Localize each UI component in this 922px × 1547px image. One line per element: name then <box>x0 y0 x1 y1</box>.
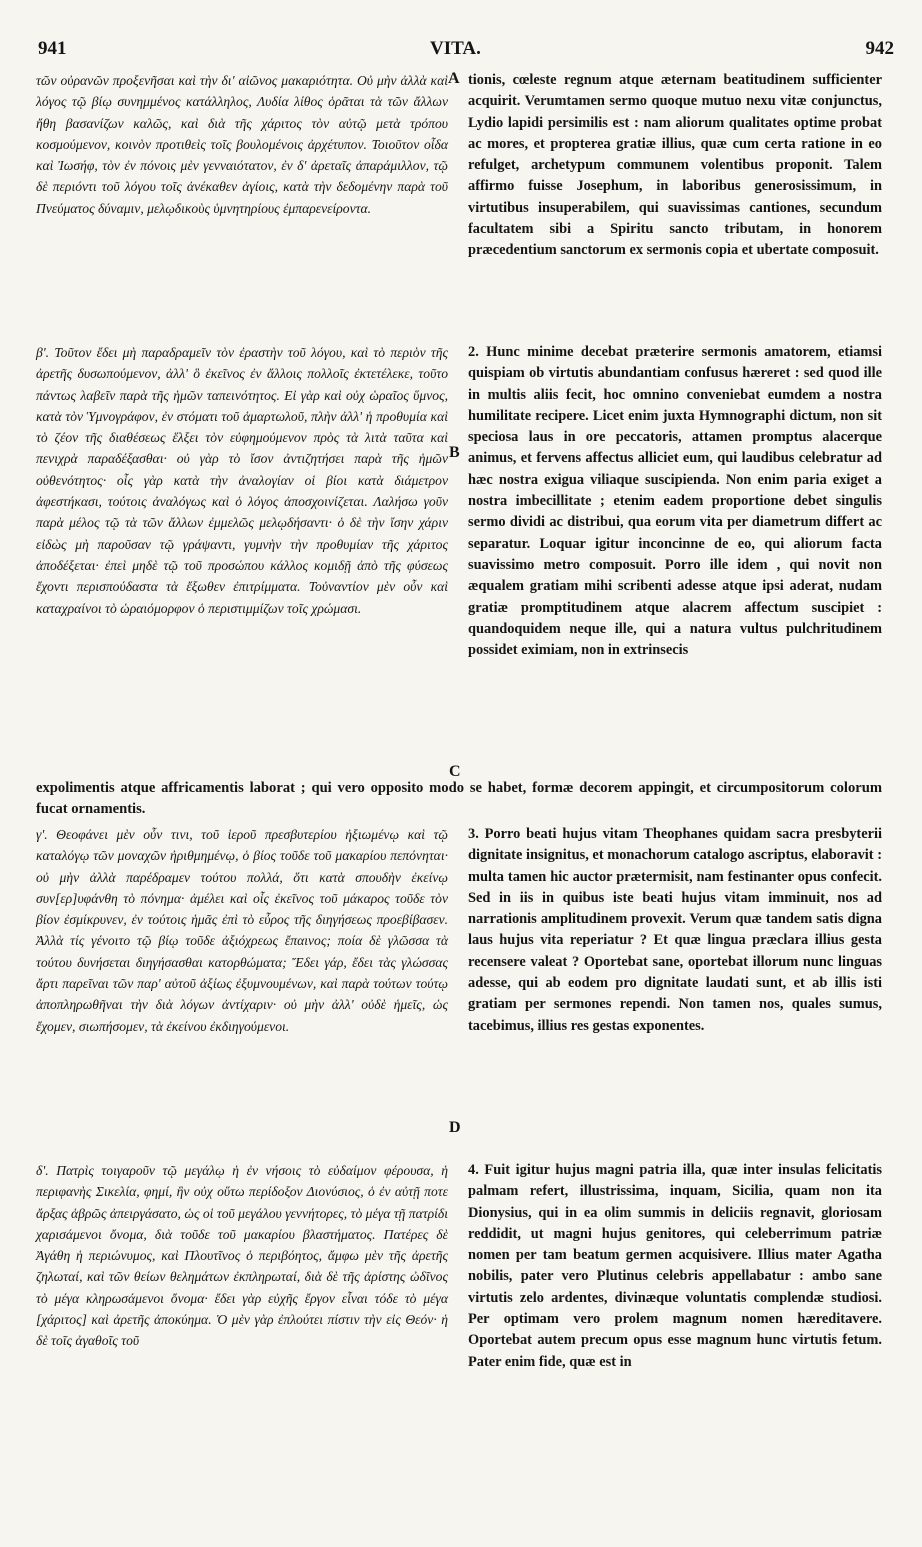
latin-span-text: expolimentis atque affricamentis laborat ; qui vero opposito modo se habet, formæ decorem appingit, et circumpositorum colorum fucat ornamentis. <box>36 780 882 818</box>
greek-column-upper <box>36 70 448 619</box>
greek-paragraph-1: τῶν οὐρανῶν προξενῆσαι καὶ τὴν δι' αἰῶνος μακαριότητα. Οὐ μὴν ἀλλὰ καὶ λόγος τῷ βίῳ συνημμένος κατάλληλος, Λυδία λίθος ὁρᾶται τὰ τῶν ἄλλων ἤθη βασανίζων καλῶς, καὶ διὰ τῆς χάριτος τὸν αὐτῷ μετὰ τρόπου κοσμούμενον, κοινὸν προτιθεὶς τοῖς βουλομένοις ἀρχέτυπον. Τοιοῦτον οἶδα καὶ Ἰωσήφ, τὸν ἐν πόνοις μὲν γενναιότατον, ἐν δ' ἀρεταῖς ἀπαράμιλλον, τῷ δὲ περιόντι τοῦ λόγου τοῖς ἀνέκαθεν ἁγίοις, κατὰ τὴν δεδομένην παρὰ τοῦ Πνεύματος δύναμιν, μελῳδικοὺς ὑμνητηρίους ἐμπαρενείροντα. <box>36 73 448 216</box>
greek-paragraph-2: β'. Τοῦτον ἔδει μὴ παραδραμεῖν τὸν ἐραστὴν τοῦ λόγου, καὶ τὸ περιὸν τῆς ἀρετῆς δυσωπούμενον, ἀλλ' ὃ ἐκεῖνος ἐν ἄλλοις πολλοῖς ἐκτετέλεκε, τοῦτο πάντως λαβεῖν παρὰ τῆς ἡμῶν ταπεινότητος. Εἰ γὰρ καὶ οὐχ ὡραῖος ὕμνος, κατὰ τὸν Ὑμνογράφον, ἐν στόματι τοῦ ἁμαρτωλοῦ, πλὴν ἀλλ' ἡ προθυμία καὶ τὸ ζέον τῆς διαθέσεως ἕλξει τὸν εὐφημούμενον πρὸς τὰ λιτὰ ταῦτα καὶ πενιχρὰ παραδέξασθαι· οὐ γὰρ τὸ ἴσον ἀντιζητήσει παρὰ τῆς ἡμῶν οὐθενότητος· οἷς γὰρ κατὰ τὴν ἀναλογίαν οἱ βίοι κατὰ διάμετρον ἀφεστήκασι, τούτοις ἀναλόγως καὶ ὁ λόγος ἀποσχοινίζεται. Λαλήσω γοῦν παρὰ μέλος τῷ τὰ τῶν ἄλλων ἐμμελῶς μελῳδήσαντι· ὁ δὲ τὴν ἴσην χάριν εἰδὼς μὴ παροῦσαν τῷ γράψαντι, γυμνὴν τὴν προθυμίαν τῆς χάριτος ἀποδέξεται· ἐπεὶ μηδὲ τῷ τοῦ προσώπου κάλλος κομιδῇ ἀπὸ τῆς φύσεως ἔχοντι περισπούδαστα τὰ ἔξωθεν ἐπιτρίμματα. Τοὐναντίον μὲν οὖν καὶ καταχραίνοι τὸ ὡραιόμορφον ὁ περιστιμμίζων τοῖς χρώμασι. <box>36 345 448 616</box>
greek-paragraph-4: δ'. Πατρὶς τοιγαροῦν τῷ μεγάλῳ ἡ ἐν νήσοις τὸ εὐδαίμον φέρουσα, ἡ περιφανὴς Σικελία, φημί, ἣν οὐχ οὕτω περίδοξον Διονύσιος, ὁ ἐν αὐτῇ ποτε ἄρξας ἁβρῶς ἀπειργάσατο, ὡς οἱ τοῦ μεγάλου γεννήτορες, τὸ μέγα τῇ πατρίδι χαρισάμενοι ὄνομα, διὰ τοῦδε τοῦ μακαρίου βλαστήματος. Πατέρες δὲ Ἀγάθη ἡ περιώνυμος, καὶ Πλουτῖνος ὁ περιβόητος, ἄμφω μὲν τῆς ἀρετῆς ζηλωταί, καὶ τῶν θείων θελημάτων ἐκπληρωταί, διὰ δὲ τῆς ἀρίστης ὠδῖνος τὸ μέγα κληρωσάμενοι ὄνομα· ἔδει γὰρ εὐχῆς ἔργον εἶναι τόδε τὸ μέγα [χάριτος] καὶ ἀρετῆς ἀποκύημα. Ὁ μὲν γὰρ ἐπλούτει πίστιν τὴν εἰς Θεόν· ἡ δὲ τοῖς ἀγαθοῖς τοῦ <box>36 1163 448 1349</box>
page-number-left: 941 <box>38 38 67 59</box>
latin-paragraph-4: 4. Fuit igitur hujus magni patria illa, quæ inter insulas felicitatis palmam refert, illustrissima, inquam, Sicilia, quam non ita Dionysius, qui in ea olim summis in deliciis regnavit, gloriosam reddidit, ut magni hujus genitores, qui celeberrimum patriæ nomen per tam beatum germen acquisivere. Illius mater Agatha nobilis, pater vero Plutinus celebris appellabatur : ambo sane virtutis zelo ardentes, divinæque voluntatis complendæ studiosi. Per optimam vero prolem magnum nomen hæreditavere. Oportebat autem precum opus esse magnum hunc virtutis fetum. Pater enim fide, quæ est in <box>468 1162 882 1370</box>
latin-paragraph-2: 2. Hunc minime decebat præterire sermonis amatorem, etiamsi quispiam ob virtutis abundantiam confusus hæreret : sed quod ille in multis aliis fecit, hoc omnino conveniebat eumdem a nostra humilitate recipere. Licet enim juxta Hymnographi dictum, non sit speciosa laus in ore peccatoris, attamen promptus alacerque animus, et fervens affectus alliciet eum, qui laudibus celebratur ad hæc nostra exigua viliaque suscipienda. Non enim paria exiget a nostra imbecillitate ; etenim eadem proportione debet singulis sermo dividi ac distribui, qua eorum vita per diametrum differt ac separatur. Loquar igitur inconcinne de eo, qui aliorum facta suavissimo metro composuit. Porro ille idem , qui novit non æqualem gratiam mihi scribenti adesse atque ipsi aderat, nudam gratiæ promptitudinem atque alacrem affectum suscipiet : quandoquidem neque ille, qui a natura vultus pulchritudinem possidet eximiam, non in extrinsecis <box>468 344 882 659</box>
margin-mark-c: C <box>449 763 461 780</box>
page-number-right: 942 <box>865 38 894 59</box>
latin-paragraph-3: 3. Porro beati hujus vitam Theophanes quidam sacra presbyterii dignitate insignitus, et monachorum catalogo ascriptus, elaboravit : multa tamen hic auctor prætermisit, nam festinanter opus confecit. Sed in iis in quibus iste beati hujus vitam imminuit, nos ad narrationis amplitudinem provexit. Verum quæ tandem satis digna laus hujus vita reperiatur ? Et quæ lingua præclara illius gesta recensere valeat ? Oportebat sane, oportebat illorum nunc linguas adesse, qui ab eodem pro dignitate laudati sunt, et ab illis isti gratiam per sermones rependi. Non tamen nos, quales sumus, tacebimus, illius res gestas exponentes. <box>468 826 882 1034</box>
margin-mark-a: A <box>448 70 460 87</box>
greek-column-lower <box>36 824 448 1352</box>
latin-column-upper <box>468 70 882 661</box>
latin-column-lower <box>468 824 882 1373</box>
latin-paragraph-1: tionis, cœleste regnum atque æternam beatitudinem sufficienter acquirit. Verumtamen sermo quoque mutuo nexu vitæ conjunctus, Lydio lapidi persimilis est : nam aliorum qualitates optime probat ac mores, et propterea gratiæ illius, quæ cum certa ratione in eo refulget, archetypum communem volentibus proponit. Talem affirmo fuisse Josephum, in laboribus generosissimum, in virtutibus insuperabilem, qui suavissimas cantiones, secundum facultatem sibi a Spiritu sancto tributam, in honorem præcedentium sanctorum ex sermonis copia et ubertate composuit. <box>468 72 882 259</box>
margin-mark-d: D <box>449 1119 461 1136</box>
margin-mark-b: B <box>449 444 460 461</box>
page-title: VITA. <box>430 38 481 59</box>
greek-paragraph-3: γ'. Θεοφάνει μὲν οὖν τινι, τοῦ ἱεροῦ πρεσβυτερίου ἠξιωμένῳ καὶ τῷ καταλόγῳ τῶν μοναχῶν ἠριθμημένῳ, ὁ βίος τοῦδε τοῦ μακαρίου πεπόνηται· οὐ μὴν ἀλλὰ παρέδραμεν τούτου πολλά, ὅτι κατὰ σπουδὴν ἐκείνῳ συν[ερ]υφάνθη τὸ πόνημα· ἀμέλει καὶ οἷς ἐκεῖνος τοῦ μάκαρος τοῦδε τὸν βίον ἐσμίκρυνεν, ἐν τούτοις ἡμᾶς ἐπὶ τὸ εὖρος τῆς διηγήσεως προεβίβασεν. Ἀλλὰ τίς γένοιτο τῷ βίῳ τοῦδε ἀξιόχρεως ἔπαινος; ποία δὲ γλῶσσα τὰ τούτου δυνήσεται διηγήσασθαι κατορθώματα; Ἔδει γάρ, ἔδει τὰς γλώσσας ἄρτι παρεῖναι τῶν παρ' αὐτοῦ ἀξίως ἐξυμνουμένων, καὶ παρὰ τούτων τούτῳ ἀποπληρωθῆναι τὴν διὰ λόγων ἀντίχαριν· οὐ μὴν ἀλλ' οὐδὲ ἡμεῖς, ὡς ἔχομεν, σιωπήσομεν, τὰ ἐκείνου ἐκδιηγούμενοι. <box>36 827 448 1034</box>
